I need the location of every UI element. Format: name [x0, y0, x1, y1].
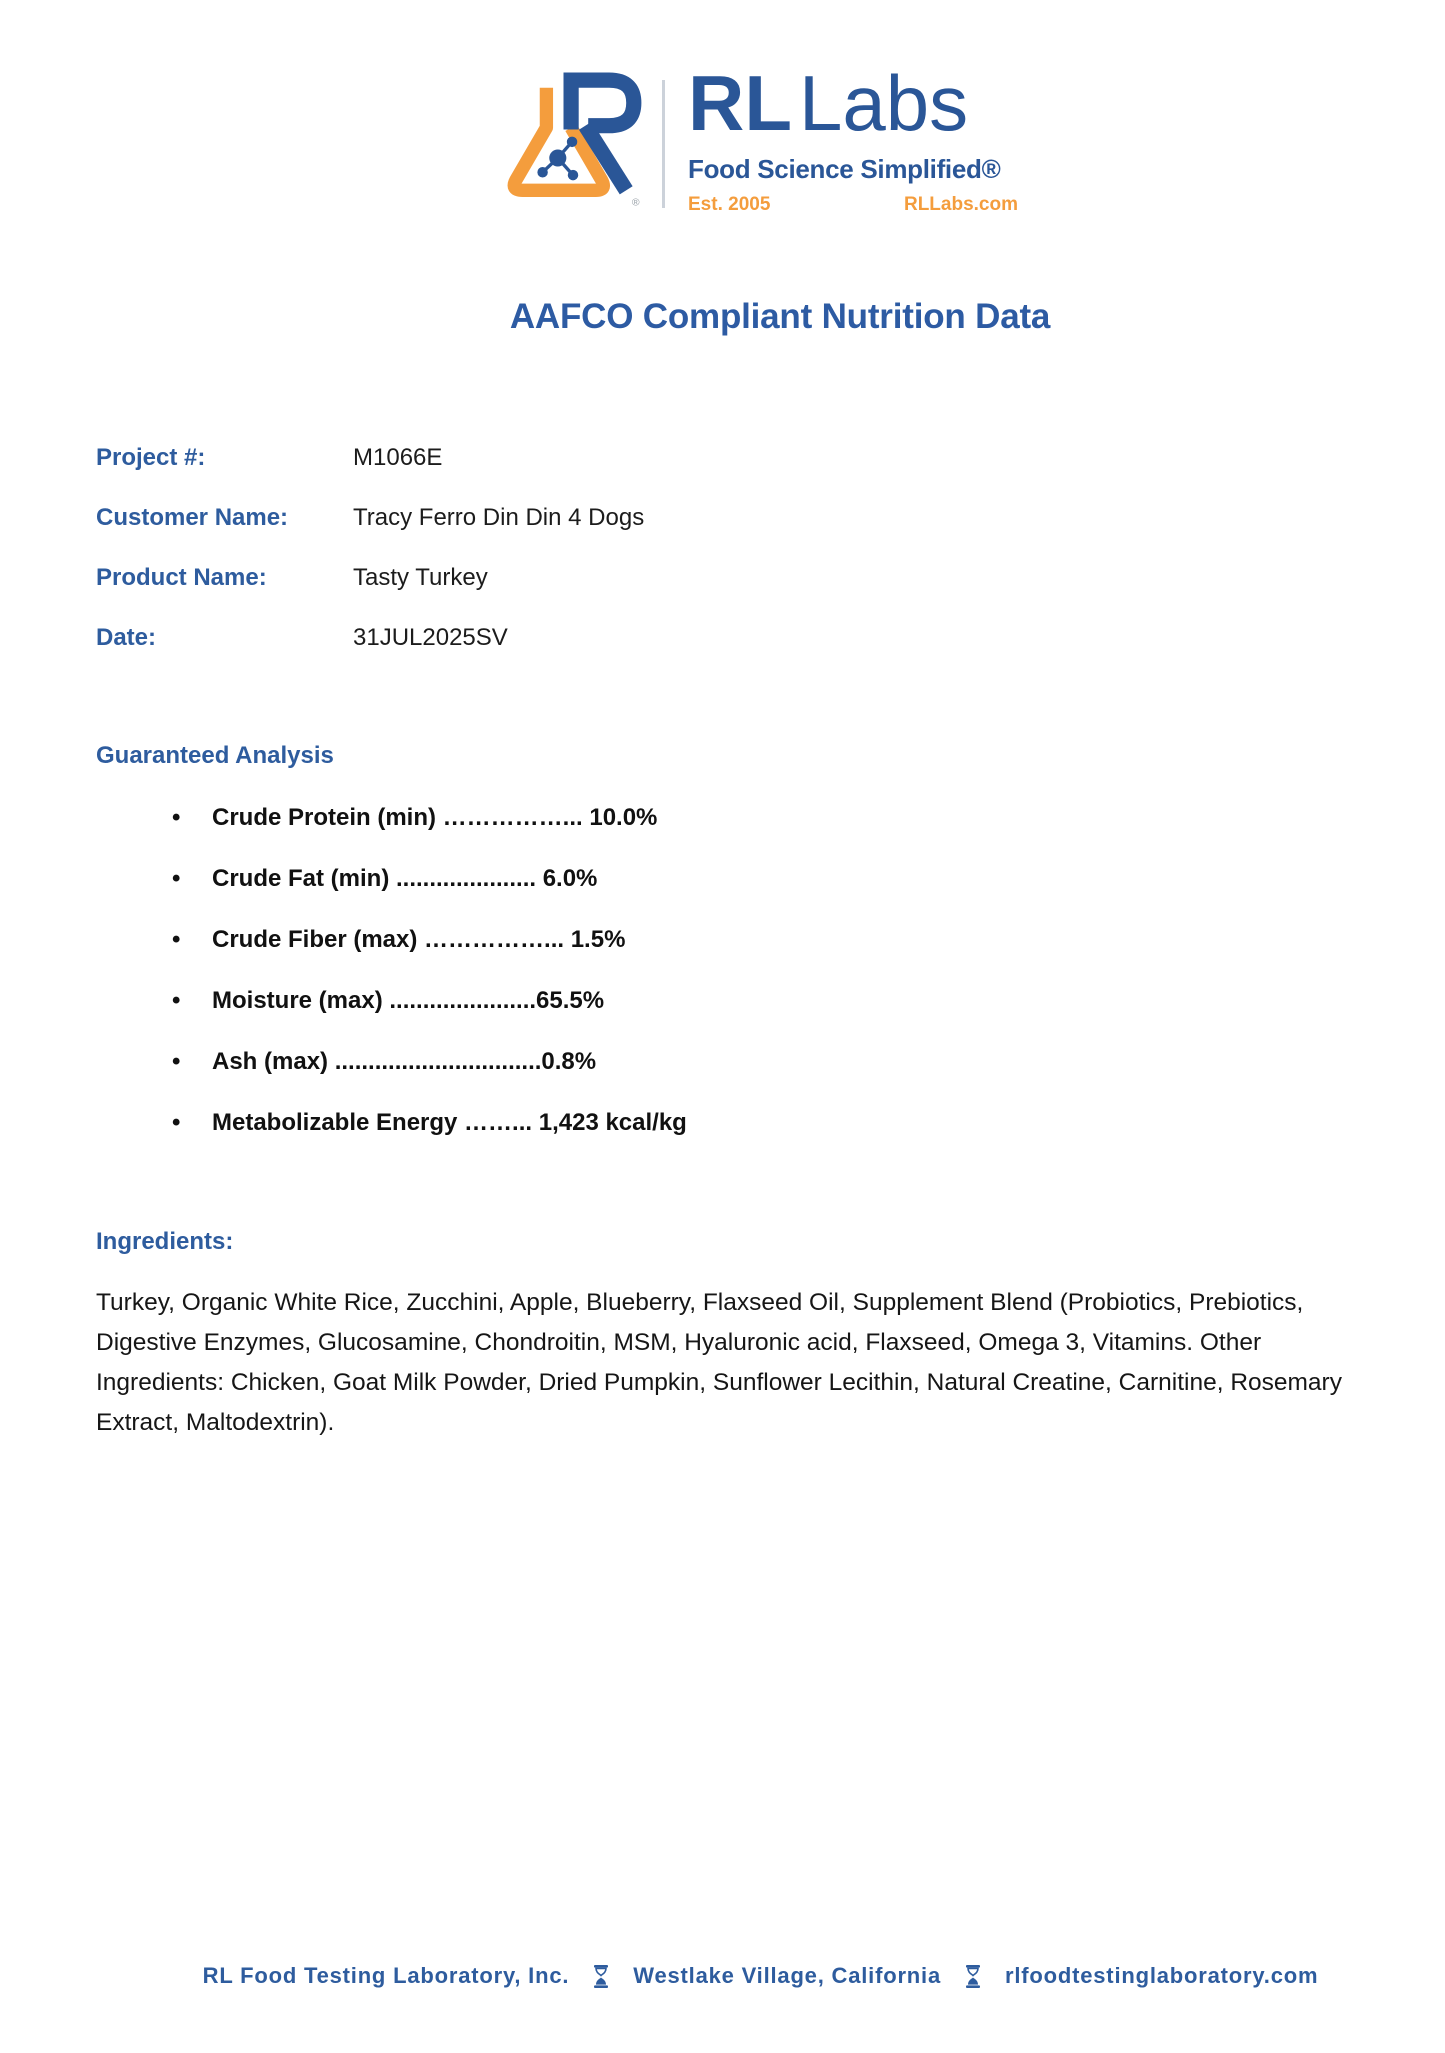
- ash-value: Ash (max) ...............................0.8%: [212, 1048, 597, 1075]
- footer-location: Westlake Village, California: [633, 1963, 941, 1988]
- customer-name-label: Customer Name:: [96, 504, 289, 531]
- brand-tagline: Food Science Simplified®: [688, 154, 1001, 184]
- moisture-value: Moisture (max) ......................65.5%: [212, 987, 605, 1014]
- brand-light: Labs: [798, 59, 969, 147]
- brand-site: RLLabs.com: [903, 194, 1018, 215]
- info-row-project: [96, 443, 644, 503]
- flask-molecule-icon: [497, 199, 649, 216]
- crude-protein-value: Crude Protein (min) ……………... 10.0%: [212, 804, 658, 831]
- ingredients-heading: Ingredients:: [96, 1228, 234, 1255]
- bullet-icon: •: [172, 926, 181, 953]
- guaranteed-analysis-list: [96, 803, 687, 1169]
- info-row-date: [96, 623, 644, 683]
- product-name-label: Product Name:: [96, 564, 267, 591]
- date-label: Date:: [96, 624, 157, 651]
- list-item: [96, 1047, 687, 1108]
- brand-est-row: [688, 194, 1018, 216]
- list-item: [96, 986, 687, 1047]
- project-number-value: M1066E: [353, 444, 443, 471]
- bullet-icon: •: [172, 1109, 181, 1136]
- crude-fat-value: Crude Fat (min) ..................... 6.0%: [212, 865, 598, 892]
- project-number-label: Project #:: [96, 444, 206, 471]
- page-title: AAFCO Compliant Nutrition Data: [509, 297, 1051, 336]
- brand-est: Est. 2005: [688, 194, 771, 215]
- hourglass-icon: [965, 1965, 981, 1988]
- hourglass-icon: [593, 1965, 609, 1988]
- crude-fiber-value: Crude Fiber (max) ……………... 1.5%: [212, 926, 626, 953]
- project-info: [96, 443, 644, 683]
- bullet-icon: •: [172, 1048, 181, 1075]
- info-row-product: [96, 563, 644, 623]
- guaranteed-analysis-heading: Guaranteed Analysis: [96, 742, 334, 769]
- product-name-value: Tasty Turkey: [353, 564, 488, 591]
- customer-name-value: Tracy Ferro Din Din 4 Dogs: [353, 504, 645, 531]
- logo-divider: [662, 80, 665, 208]
- date-value: 31JUL2025SV: [353, 624, 508, 651]
- rl-labs-logo: [497, 66, 649, 217]
- bullet-icon: •: [172, 865, 181, 892]
- registered-mark: ®: [631, 197, 640, 209]
- brand-bold: RL: [688, 59, 792, 147]
- list-item: [96, 925, 687, 986]
- footer-website: rlfoodtestinglaboratory.com: [1005, 1963, 1319, 1988]
- bullet-icon: •: [172, 987, 181, 1014]
- metabolizable-energy-value: Metabolizable Energy ……... 1,423 kcal/kg: [212, 1109, 687, 1136]
- list-item: [96, 1108, 687, 1169]
- list-item: [96, 864, 687, 925]
- ingredients-paragraph: Turkey, Organic White Rice, Zucchini, Apple, Blueberry, Flaxseed Oil, Supplement Blend (Probiotics, Prebiotics, Digestive Enzymes, Glucosamine, Chondroitin, MSM, Hyaluronic acid, Flaxseed, Omega 3, Vitamins. Other Ingredients: Chicken, Goat Milk Powder, Dried Pumpkin, Sunflower Lecithin, Natural Creatine, Carnitine, Rosemary Extract, Maltodextrin).: [96, 1289, 1342, 1436]
- footer-company: RL Food Testing Laboratory, Inc.: [202, 1963, 570, 1988]
- page-footer: [0, 1963, 1445, 1989]
- info-row-customer: [96, 503, 644, 563]
- bullet-icon: •: [172, 804, 181, 831]
- list-item: [96, 803, 687, 864]
- brand-name: [688, 59, 1018, 147]
- logo-text-block: [688, 59, 1018, 216]
